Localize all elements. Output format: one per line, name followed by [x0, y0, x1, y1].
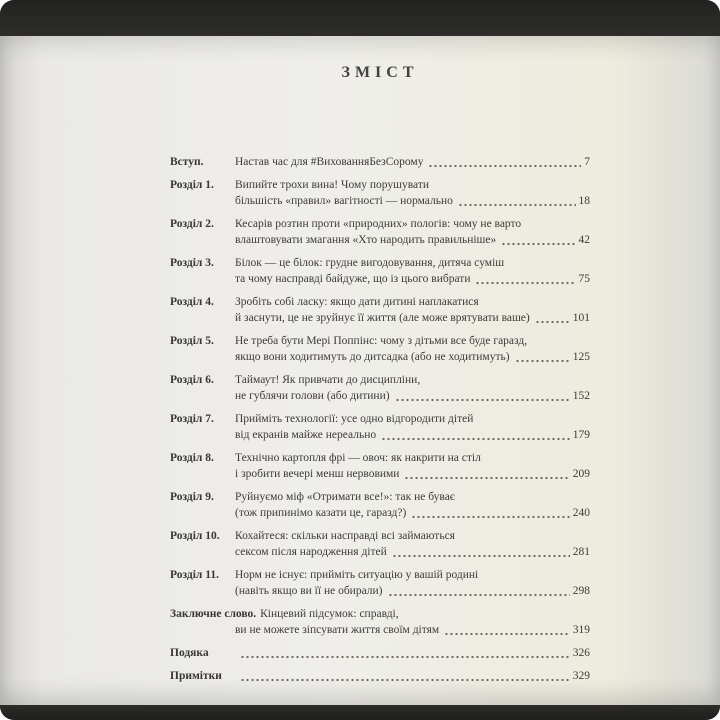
book-page	[0, 36, 720, 705]
toc-entry-text: Настав час для #ВихованняБезСорому	[235, 156, 424, 168]
leader-dots	[475, 281, 575, 285]
toc-page-number: 18	[578, 195, 590, 207]
toc-entry-label: Розділ 9.	[170, 491, 214, 503]
toc-page-number: 240	[572, 507, 590, 519]
toc-entry-text: Випийте трохи вина! Чому порушувати	[235, 179, 430, 191]
toc-entry-text: влаштовувати змагання «Хто народить правильніше»	[235, 234, 497, 246]
toc-entry-label: Подяка	[170, 647, 209, 659]
leader-dots	[395, 398, 570, 402]
toc-entry-label: Розділ 2.	[170, 218, 214, 230]
toc-page-number: 209	[572, 468, 590, 480]
toc-entry-label: Розділ 6.	[170, 374, 214, 386]
toc-page-number: 319	[572, 624, 590, 636]
toc-entry-text: Технічно картопля фрі — овоч: як накрити на стіл	[235, 452, 481, 464]
toc-entry-label: Розділ 10.	[170, 530, 220, 542]
toc-entry-text: Прийміть технології: усе одно відгородити дітей	[235, 413, 474, 425]
toc-entry-text: і зробити вечері менш нервовими	[235, 468, 400, 480]
toc-entry-text: Зробіть собі ласку: якщо дати дитині наплакатися	[235, 296, 479, 308]
leader-dots	[411, 515, 569, 519]
toc-entry-label: Розділ 7.	[170, 413, 214, 425]
toc-entry-text: Кохайтеся: скільки насправді всі займаються	[235, 530, 455, 542]
toc-entry	[170, 606, 590, 638]
toc-entry-text: Кінцевий підсумок: справді,	[260, 608, 399, 620]
toc-entry-text: й заснути, це не зруйнує її життя (але може врятувати ваше)	[235, 312, 530, 324]
leader-dots	[501, 242, 575, 246]
toc-entry-text: Норм не існує: прийміть ситуацію у вашій родині	[235, 569, 479, 581]
toc-entry-label: Розділ 8.	[170, 452, 214, 464]
toc-page-number: 329	[572, 670, 590, 682]
toc-entry-label: Розділ 11.	[170, 569, 219, 581]
photo-bottom-band	[0, 705, 720, 720]
leader-dots	[381, 437, 570, 441]
leader-dots	[458, 203, 576, 207]
toc-entry-text: сексом після народження дітей	[235, 546, 387, 558]
toc-page-number: 326	[572, 647, 590, 659]
toc-entry-text: Руйнуємо міф «Отримати все!»: так не буває	[235, 491, 455, 503]
toc-entry-text: Не треба бути Мері Поппінс: чому з дітьми все буде гаразд,	[235, 335, 528, 347]
toc-entry	[170, 411, 590, 443]
leader-dots	[535, 320, 570, 324]
toc-list	[170, 154, 590, 684]
toc-entry	[170, 177, 590, 209]
toc-entry	[170, 216, 590, 248]
toc-page-number: 75	[578, 273, 590, 285]
toc-entry	[170, 372, 590, 404]
toc-page-number: 298	[572, 585, 590, 597]
toc-entry-text: Таймаут! Як привчати до дисципліни,	[235, 374, 421, 386]
toc-entry-label: Примітки	[170, 670, 222, 682]
toc-entry	[170, 255, 590, 287]
toc-entry-text: (навіть якщо ви її не обирали)	[235, 585, 383, 597]
leader-dots	[388, 593, 570, 597]
toc-page-number: 281	[572, 546, 590, 558]
leader-dots	[240, 655, 570, 659]
toc-entry-label: Розділ 4.	[170, 296, 214, 308]
toc-entry	[170, 294, 590, 326]
toc-entry	[170, 333, 590, 365]
toc-entry-text: (тож припинімо казати це, гаразд?)	[235, 507, 407, 519]
toc-entry	[170, 489, 590, 521]
toc-page-number: 42	[578, 234, 590, 246]
toc-entry	[170, 528, 590, 560]
toc-entry	[170, 668, 590, 684]
toc-page-number: 101	[572, 312, 590, 324]
leader-dots	[404, 476, 569, 480]
toc-entry-label: Розділ 1.	[170, 179, 214, 191]
toc-page-number: 7	[584, 156, 590, 168]
toc-entry-text: якщо вони ходитимуть до дитсадка (або не ходитимуть)	[235, 351, 510, 363]
toc-entry-text: та чому насправді байдуже, що із цього вибрати	[235, 273, 471, 285]
toc-entry-text: не гублячи голови (або дитини)	[235, 390, 390, 402]
toc-page-number: 125	[572, 351, 590, 363]
toc-content	[170, 64, 590, 691]
leader-dots	[392, 554, 570, 558]
toc-entry	[170, 645, 590, 661]
toc-entry-text: від екранів майже нереально	[235, 429, 377, 441]
toc-page-number: 152	[572, 390, 590, 402]
page-title: ЗМІСТ	[341, 64, 419, 81]
toc-entry-label: Розділ 5.	[170, 335, 214, 347]
toc-entry-label: Заключне слово.	[170, 608, 257, 620]
toc-entry-text: Кесарів розтин проти «природних» пологів: чому не варто	[235, 218, 522, 230]
toc-entry	[170, 567, 590, 599]
leader-dots	[240, 678, 570, 682]
toc-entry-text: ви не можете зіпсувати життя своїм дітям	[235, 624, 440, 636]
toc-page-number: 179	[572, 429, 590, 441]
toc-entry-label: Розділ 3.	[170, 257, 214, 269]
photo-top-band	[0, 0, 720, 36]
leader-dots	[444, 632, 570, 636]
leader-dots	[515, 359, 570, 363]
leader-dots	[428, 164, 581, 168]
toc-entry-label: Вступ.	[170, 156, 204, 168]
toc-entry	[170, 450, 590, 482]
toc-entry-text: більшість «правил» вагітності — нормально	[235, 195, 453, 207]
toc-entry	[170, 154, 590, 170]
toc-entry-text: Білок — це білок: грудне вигодовування, дитяча суміш	[235, 257, 505, 269]
